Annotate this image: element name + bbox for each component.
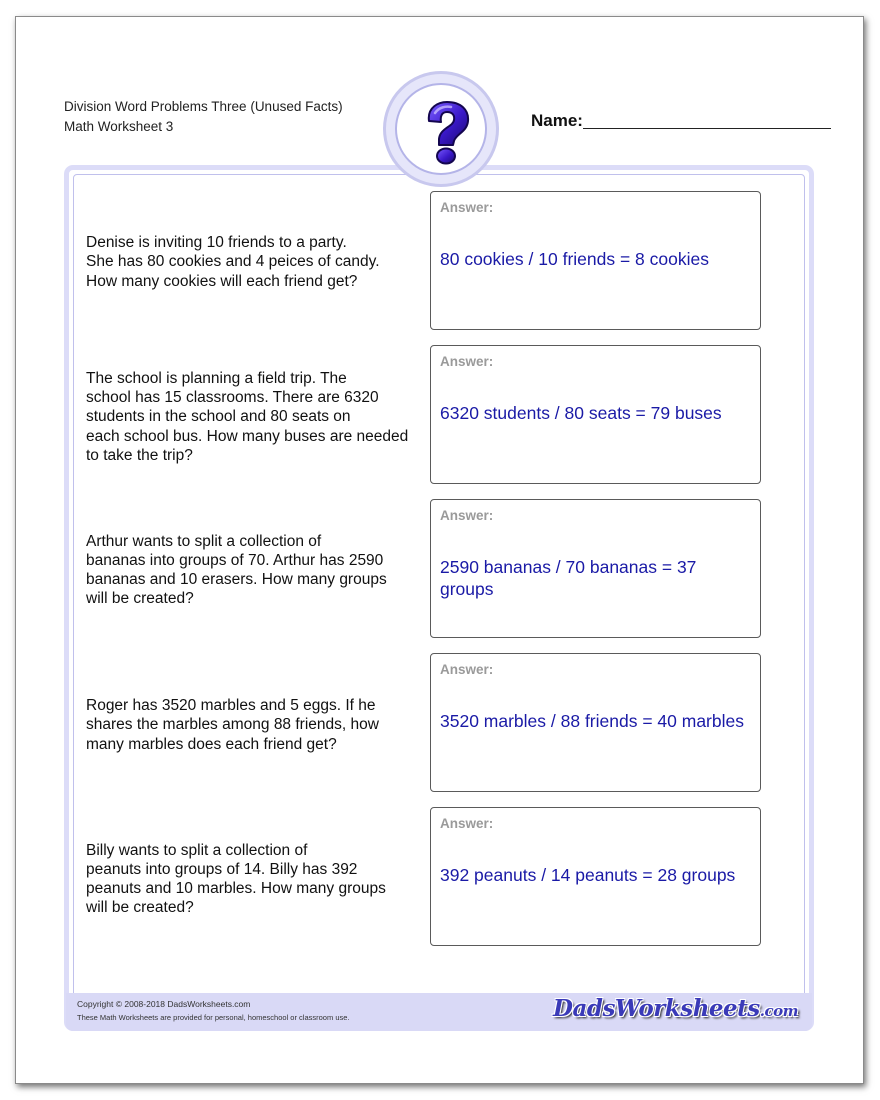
- answer-label: Answer:: [440, 354, 494, 369]
- problem-line: Denise is inviting 10 friends to a party.: [86, 234, 347, 252]
- worksheet-title: Division Word Problems Three (Unused Facts): [64, 99, 343, 114]
- question-mark-icon: [413, 99, 475, 165]
- problem-line: to take the trip?: [86, 446, 193, 464]
- problem-line: many marbles does each friend get?: [86, 735, 337, 753]
- badge-inner-ring: [395, 83, 487, 175]
- answer-box[interactable]: [430, 499, 761, 638]
- problem-line: peanuts and 10 marbles. How many groups: [86, 880, 386, 897]
- problem-line: How many cookies will each friend get?: [86, 272, 358, 290]
- problem-text: [86, 696, 421, 754]
- problem-line: students in the school and 80 seats on: [86, 408, 351, 426]
- problem-line: peanuts into groups of 14. Billy has 392: [86, 860, 358, 878]
- answer-label: Answer:: [440, 200, 494, 215]
- copyright-text: Copyright © 2008-2018 DadsWorksheets.com: [77, 999, 251, 1009]
- problem-line: bananas into groups of 70. Arthur has 2590: [86, 551, 384, 569]
- problem-line: will be created?: [86, 899, 194, 917]
- answer-text: 392 peanuts / 14 peanuts = 28 groups: [440, 865, 736, 885]
- name-line[interactable]: [583, 128, 831, 129]
- problem-line: school has 15 classrooms. There are 6320: [86, 389, 379, 407]
- answer-box[interactable]: [430, 653, 761, 792]
- problem-line: bananas and 10 erasers. How many groups: [86, 571, 387, 588]
- problem-line: Roger has 3520 marbles and 5 eggs. If he: [86, 697, 376, 715]
- answer-text: 6320 students / 80 seats = 79 buses: [440, 403, 722, 423]
- problem-text: [86, 841, 421, 918]
- problem-text: [86, 532, 421, 609]
- answer-label: Answer:: [440, 816, 494, 831]
- problem-line: will be created?: [86, 590, 194, 608]
- problem-line: The school is planning a field trip. The: [86, 370, 347, 387]
- answer-box[interactable]: [430, 345, 761, 484]
- worksheet-page: [15, 16, 864, 1084]
- problem-line: Arthur wants to split a collection of: [86, 532, 322, 550]
- worksheet-subtitle: Math Worksheet 3: [64, 119, 174, 134]
- answer-text: 80 cookies / 10 friends = 8 cookies: [440, 249, 709, 269]
- answer-box[interactable]: [430, 191, 761, 330]
- footer: [66, 993, 812, 1031]
- name-label: Name:: [531, 111, 583, 130]
- title-block: [64, 97, 343, 137]
- answer-label: Answer:: [440, 508, 494, 523]
- problem-line: each school bus. How many buses are needed: [86, 427, 409, 445]
- problem-text: [86, 369, 421, 465]
- logo-suffix: .com: [759, 1002, 798, 1020]
- answer-box[interactable]: [430, 807, 761, 946]
- answer-text: 3520 marbles / 88 friends = 40 marbles: [440, 711, 744, 731]
- answer-text: 2590 bananas / 70 bananas = 37 groups: [440, 557, 697, 599]
- question-badge: [383, 71, 499, 187]
- problem-line: Billy wants to split a collection of: [86, 841, 308, 859]
- problem-text: [86, 233, 421, 291]
- answer-label: Answer:: [440, 662, 494, 677]
- problem-line: She has 80 cookies and 4 peices of candy.: [86, 253, 380, 271]
- problem-line: shares the marbles among 88 friends, how: [86, 716, 379, 734]
- usage-text: These Math Worksheets are provided for personal, homeschool or classroom use.: [77, 1013, 350, 1022]
- dadsworksheets-logo[interactable]: [553, 995, 798, 1022]
- logo-main: DadsWorksheets: [553, 995, 760, 1022]
